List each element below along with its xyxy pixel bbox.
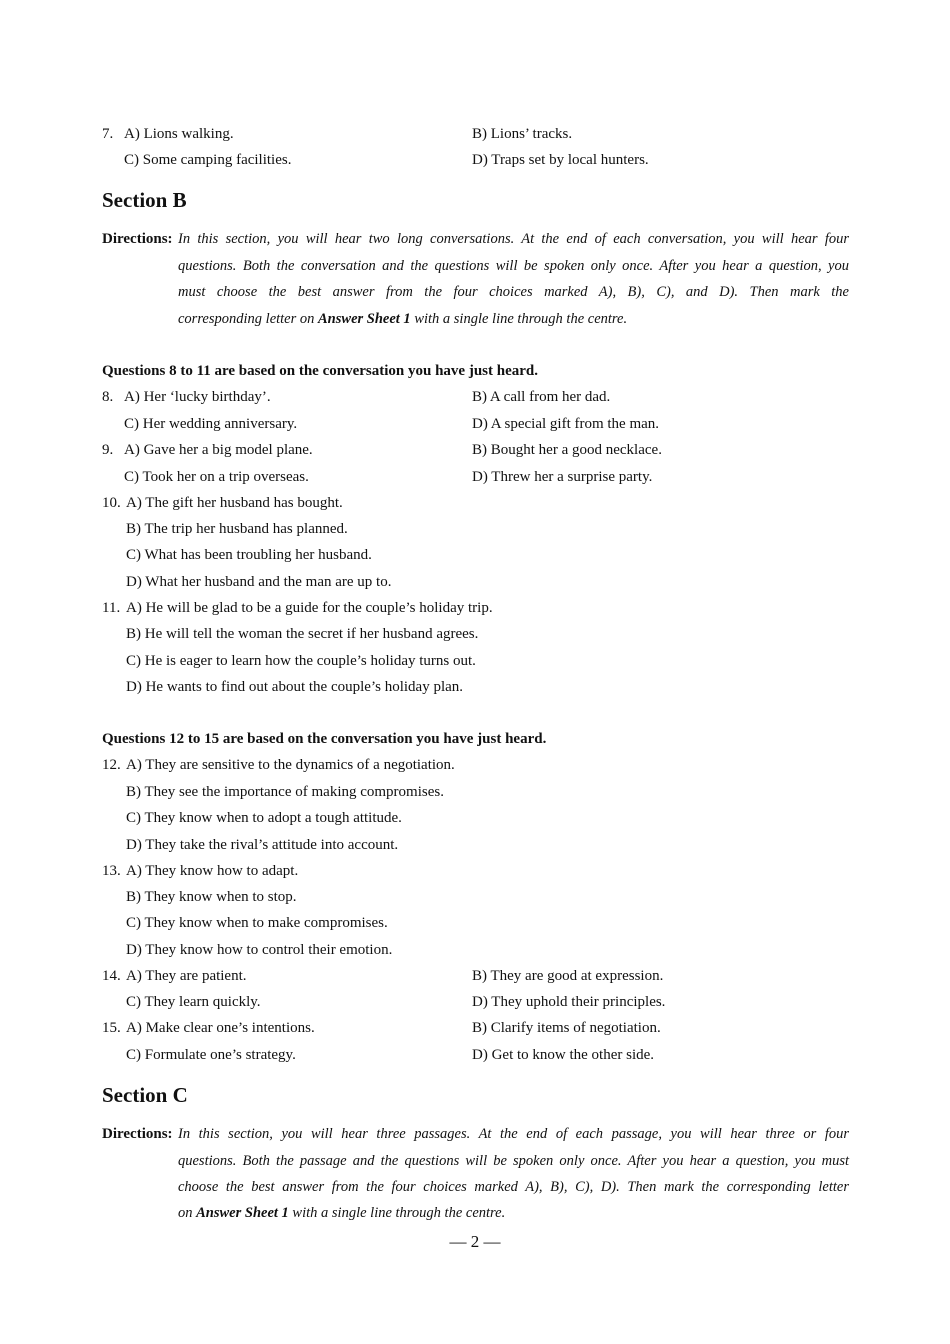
directions-line: In this section, you will hear three passages. At the end of each passage, you will hear three or four: [178, 1126, 849, 1142]
question-number: 10.: [102, 495, 121, 511]
option-a: A) Make clear one’s intentions.: [126, 1020, 315, 1036]
question-number: 7.: [102, 126, 114, 142]
option-a: A) Lions walking.: [124, 126, 234, 142]
option-c: C) Her wedding anniversary.: [124, 416, 298, 432]
directions-line: corresponding letter on Answer Sheet 1 with a single line through the centre.: [178, 311, 628, 327]
question-number: 15.: [102, 1020, 121, 1036]
answer-sheet-ref: Answer Sheet 1: [318, 311, 411, 327]
option-d: D) Threw her a surprise party.: [472, 469, 653, 485]
option-d: D) What her husband and the man are up to.: [126, 574, 392, 590]
option-a: A) They are patient.: [126, 968, 247, 984]
directions-line: choose the best answer from the four choices marked A), B), C), D). Then mark the corresponding letter: [178, 1179, 849, 1195]
option-c: C) Some camping facilities.: [124, 152, 292, 168]
answer-sheet-ref: Answer Sheet 1: [196, 1205, 289, 1221]
directions-line: must choose the best answer from the four choices marked A), B), C), and D). Then mark the: [178, 284, 849, 300]
directions-line: questions. Both the passage and the questions will be spoken only once. After you hear a question, you must: [178, 1153, 849, 1169]
option-a: A) He will be glad to be a guide for the couple’s holiday trip.: [126, 600, 493, 616]
option-c: C) They know when to make compromises.: [126, 915, 388, 931]
directions-label: Directions:: [102, 231, 173, 247]
option-d: D) They uphold their principles.: [472, 994, 666, 1010]
directions-line: In this section, you will hear two long conversations. At the end of each conversation, you will hear four: [178, 231, 849, 247]
option-b: B) He will tell the woman the secret if her husband agrees.: [126, 626, 479, 642]
option-b: B) They see the importance of making compromises.: [126, 784, 444, 800]
option-c: C) What has been troubling her husband.: [126, 547, 372, 563]
option-b: B) Bought her a good necklace.: [472, 442, 662, 458]
option-c: C) Took her on a trip overseas.: [124, 469, 309, 485]
option-b: B) Lions’ tracks.: [472, 126, 573, 142]
directions-line: on Answer Sheet 1 with a single line through the centre.: [178, 1205, 506, 1221]
option-b: B) Clarify items of negotiation.: [472, 1020, 661, 1036]
option-c: C) He is eager to learn how the couple’s holiday turns out.: [126, 653, 476, 669]
option-b: B) They know when to stop.: [126, 889, 297, 905]
directions-line: questions. Both the conversation and the questions will be spoken only once. After you hear a question, you: [178, 258, 849, 274]
option-a: A) The gift her husband has bought.: [126, 495, 343, 511]
option-b: B) They are good at expression.: [472, 968, 664, 984]
question-group-heading: Questions 12 to 15 are based on the conversation you have just heard.: [102, 731, 547, 747]
option-c: C) They learn quickly.: [126, 994, 261, 1010]
option-a: A) Her ‘lucky birthday’.: [124, 389, 271, 405]
section-c-title: Section C: [102, 1083, 188, 1107]
option-c: C) They know when to adopt a tough attitude.: [126, 810, 402, 826]
question-number: 8.: [102, 389, 114, 405]
option-d: D) Get to know the other side.: [472, 1047, 655, 1063]
question-number: 13.: [102, 863, 121, 879]
option-b: B) A call from her dad.: [472, 389, 611, 405]
question-number: 9.: [102, 442, 114, 458]
option-c: C) Formulate one’s strategy.: [126, 1047, 296, 1063]
option-d: D) He wants to find out about the couple’s holiday plan.: [126, 679, 464, 695]
option-d: D) They take the rival’s attitude into account.: [126, 837, 399, 853]
question-number: 12.: [102, 757, 121, 773]
section-b-title: Section B: [102, 188, 187, 212]
directions-label: Directions:: [102, 1126, 173, 1142]
option-d: D) A special gift from the man.: [472, 416, 660, 432]
page-number: — 2 —: [449, 1232, 501, 1251]
question-number: 11.: [102, 600, 121, 616]
question-group-heading: Questions 8 to 11 are based on the conversation you have just heard.: [102, 363, 538, 379]
option-d: D) They know how to control their emotion.: [126, 942, 393, 958]
option-a: A) Gave her a big model plane.: [124, 442, 313, 458]
option-a: A) They know how to adapt.: [126, 863, 299, 879]
option-b: B) The trip her husband has planned.: [126, 521, 348, 537]
option-d: D) Traps set by local hunters.: [472, 152, 649, 168]
option-a: A) They are sensitive to the dynamics of a negotiation.: [126, 757, 455, 773]
question-number: 14.: [102, 968, 121, 984]
